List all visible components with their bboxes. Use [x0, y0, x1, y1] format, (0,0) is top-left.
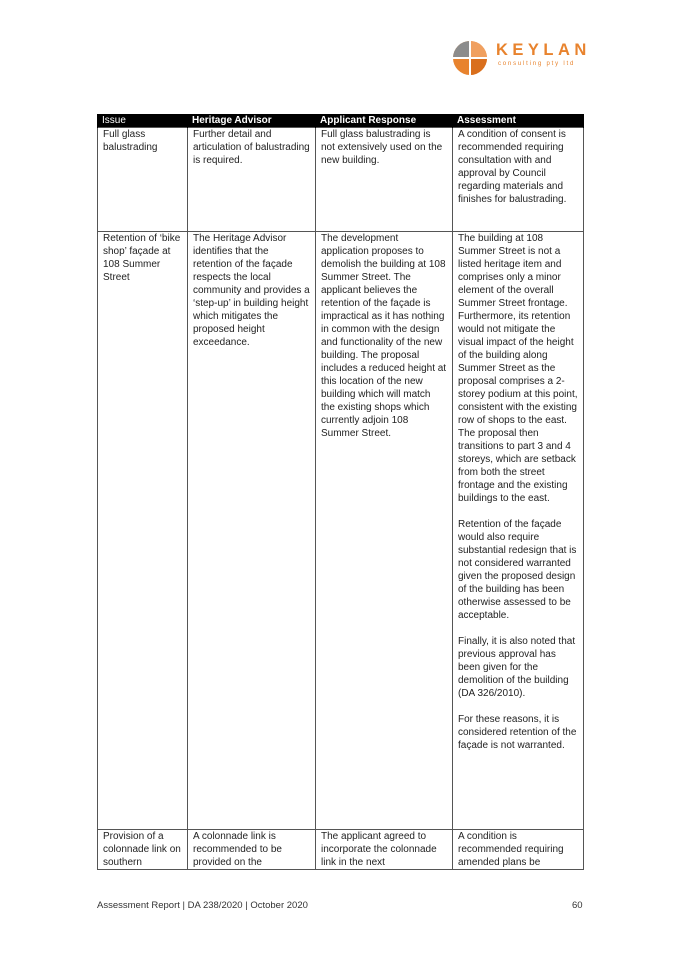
keylan-logo-icon	[452, 40, 488, 76]
cell-issue: Full glass balustrading	[98, 128, 188, 232]
cell-applicant: The applicant agreed to incorporate the colonnade link in the next	[316, 830, 453, 870]
keylan-logo	[452, 40, 592, 76]
table-row	[98, 232, 584, 830]
cell-applicant: Full glass balustrading is not extensively used on the new building.	[316, 128, 453, 232]
cell-issue: Retention of ‘bike shop’ façade at 108 Summer Street	[98, 232, 188, 830]
table-row	[98, 128, 584, 232]
cell-heritage: Further detail and articulation of balustrading is required.	[188, 128, 316, 232]
header-applicant-response: Applicant Response	[316, 114, 453, 128]
assessment-paragraph: The building at 108 Summer Street is not a listed heritage item and comprises only a minor element of the overall Summer Street frontage. Furthermore, its retention would not mitigate the visual impact of the height of the building along Summer Street as the proposal comprises a 2-storey podium at this point, consistent with the existing row of shops to the east. The proposal then transitions to part 3 and 4 storeys, which are setback from both the street frontage and the existing buildings to the east.	[458, 233, 578, 504]
assessment-paragraph: For these reasons, it is considered retention of the façade is not warranted.	[458, 714, 577, 751]
cell-assessment	[453, 830, 584, 870]
assessment-paragraph: A condition of consent is recommended requiring consultation with and approval by Council regarding materials and finishes for balustrading.	[458, 129, 567, 205]
cell-issue: Provision of a colonnade link on southern	[98, 830, 188, 870]
table-header-row	[98, 114, 584, 128]
assessment-table	[97, 114, 584, 870]
footer-page-number: 60	[572, 900, 583, 911]
header-issue: Issue	[98, 114, 188, 128]
logo-name: KEYLAN	[496, 41, 591, 59]
cell-assessment	[453, 232, 584, 830]
assessment-paragraph: A condition is recommended requiring amended plans be	[458, 831, 564, 868]
footer-report-reference: Assessment Report | DA 238/2020 | October 2020	[97, 900, 308, 911]
table-row	[98, 830, 584, 870]
cell-assessment	[453, 128, 584, 232]
cell-applicant: The development application proposes to demolish the building at 108 Summer Street. The applicant believes the retention of the façade is impractical as it has nothing in common with the design and functionality of the new building. The proposal includes a reduced height at this location of the new building which will match the existing shops which currently adjoin 108 Summer Street.	[316, 232, 453, 830]
header-heritage-advisor: Heritage Advisor	[188, 114, 316, 128]
cell-heritage: A colonnade link is recommended to be provided on the	[188, 830, 316, 870]
header-assessment: Assessment	[453, 114, 584, 128]
assessment-paragraph: Retention of the façade would also require substantial redesign that is not considered warranted given the proposed design of the building has been otherwise assessed to be acceptable.	[458, 519, 577, 621]
assessment-paragraph: Finally, it is also noted that previous approval has been given for the demolition of the building (DA 326/2010).	[458, 636, 576, 699]
logo-subtitle: consulting pty ltd	[498, 61, 576, 67]
cell-heritage: The Heritage Advisor identifies that the retention of the façade respects the local community and provides a ‘step-up’ in building height which mitigates the proposed height exceedance.	[188, 232, 316, 830]
